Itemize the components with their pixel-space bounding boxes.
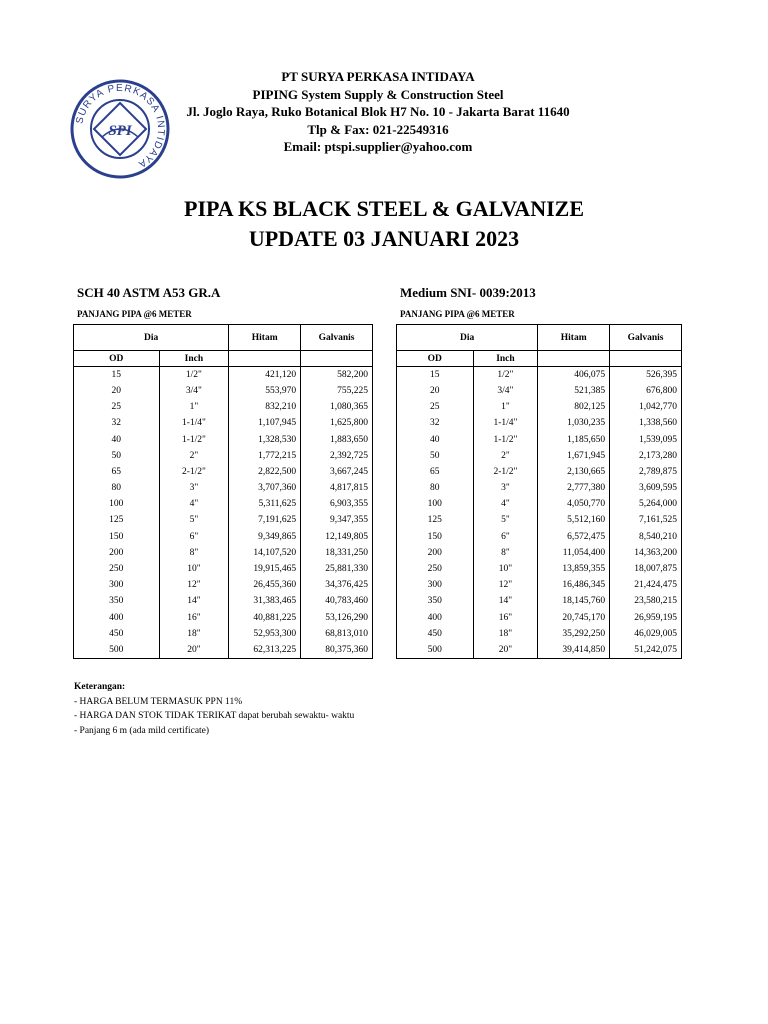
table-2-heading: Medium SNI- 0039:2013 — [400, 285, 536, 300]
company-logo — [68, 77, 172, 181]
cell-hitam: 9,349,865 — [229, 529, 301, 545]
cell-hitam: 39,414,850 — [538, 642, 610, 658]
cell-od: 25 — [397, 399, 474, 415]
col-header-blank — [538, 351, 610, 367]
cell-inch: 2" — [159, 448, 229, 464]
cell-galvanis: 1,080,365 — [301, 399, 373, 415]
cell-galvanis: 3,609,595 — [610, 480, 682, 496]
cell-inch: 1-1/4" — [473, 415, 538, 431]
cell-od: 50 — [74, 448, 160, 464]
cell-hitam: 7,191,625 — [229, 512, 301, 528]
col-header-blank — [229, 351, 301, 367]
table-row — [397, 480, 682, 496]
cell-hitam: 16,486,345 — [538, 577, 610, 593]
col-header-hitam: Hitam — [229, 325, 301, 351]
table-row — [397, 593, 682, 609]
cell-od: 15 — [74, 367, 160, 383]
cell-galvanis: 3,667,245 — [301, 464, 373, 480]
cell-od: 80 — [397, 480, 474, 496]
table-row — [397, 626, 682, 642]
table-row — [74, 561, 373, 577]
table-row — [74, 529, 373, 545]
cell-galvanis: 53,126,290 — [301, 610, 373, 626]
table-row — [397, 399, 682, 415]
cell-od: 400 — [397, 610, 474, 626]
cell-hitam: 62,313,225 — [229, 642, 301, 658]
cell-od: 450 — [74, 626, 160, 642]
cell-od: 125 — [74, 512, 160, 528]
cell-inch: 20" — [159, 642, 229, 658]
table-row — [74, 480, 373, 496]
cell-od: 300 — [74, 577, 160, 593]
cell-od: 40 — [397, 431, 474, 447]
table-row — [74, 399, 373, 415]
table-row — [74, 642, 373, 658]
col-header-dia: Dia — [74, 325, 229, 351]
cell-inch: 18" — [159, 626, 229, 642]
cell-inch: 3/4" — [159, 383, 229, 399]
cell-hitam: 406,075 — [538, 367, 610, 383]
table-row — [74, 593, 373, 609]
table-body — [397, 367, 682, 658]
cell-hitam: 1,671,945 — [538, 448, 610, 464]
cell-hitam: 1,185,650 — [538, 431, 610, 447]
table-row — [397, 448, 682, 464]
col-header-blank — [610, 351, 682, 367]
cell-inch: 5" — [159, 512, 229, 528]
cell-inch: 2-1/2" — [473, 464, 538, 480]
notes-heading: Keterangan: — [74, 682, 126, 692]
cell-galvanis: 676,800 — [610, 383, 682, 399]
cell-inch: 14" — [159, 593, 229, 609]
table-row — [397, 431, 682, 447]
cell-od: 150 — [397, 529, 474, 545]
cell-hitam: 11,054,400 — [538, 545, 610, 561]
cell-od: 80 — [74, 480, 160, 496]
cell-galvanis: 9,347,355 — [301, 512, 373, 528]
cell-hitam: 553,970 — [229, 383, 301, 399]
cell-hitam: 2,130,665 — [538, 464, 610, 480]
col-header-inch: Inch — [159, 351, 229, 367]
cell-od: 32 — [397, 415, 474, 431]
cell-hitam: 5,311,625 — [229, 496, 301, 512]
cell-od: 100 — [74, 496, 160, 512]
table-row — [397, 529, 682, 545]
cell-hitam: 421,120 — [229, 367, 301, 383]
cell-hitam: 1,030,235 — [538, 415, 610, 431]
cell-inch: 1/2" — [159, 367, 229, 383]
table-row — [397, 512, 682, 528]
cell-od: 350 — [74, 593, 160, 609]
cell-galvanis: 2,392,725 — [301, 448, 373, 464]
cell-galvanis: 1,042,770 — [610, 399, 682, 415]
cell-od: 300 — [397, 577, 474, 593]
cell-od: 450 — [397, 626, 474, 642]
cell-od: 500 — [397, 642, 474, 658]
cell-galvanis: 582,200 — [301, 367, 373, 383]
cell-hitam: 832,210 — [229, 399, 301, 415]
cell-od: 15 — [397, 367, 474, 383]
company-name: PT SURYA PERKASA INTIDAYA — [281, 69, 475, 84]
cell-inch: 2-1/2" — [159, 464, 229, 480]
table-row — [397, 545, 682, 561]
cell-inch: 5" — [473, 512, 538, 528]
company-address: Jl. Joglo Raya, Ruko Botanical Blok H7 No. 10 - Jakarta Barat 11640 — [186, 104, 570, 119]
cell-inch: 1" — [159, 399, 229, 415]
cell-inch: 18" — [473, 626, 538, 642]
cell-galvanis: 1,338,560 — [610, 415, 682, 431]
table-row — [397, 464, 682, 480]
cell-hitam: 20,745,170 — [538, 610, 610, 626]
cell-inch: 1" — [473, 399, 538, 415]
cell-galvanis: 25,881,330 — [301, 561, 373, 577]
cell-galvanis: 6,903,355 — [301, 496, 373, 512]
cell-galvanis: 2,789,875 — [610, 464, 682, 480]
cell-inch: 16" — [159, 610, 229, 626]
cell-galvanis: 34,376,425 — [301, 577, 373, 593]
cell-inch: 4" — [159, 496, 229, 512]
cell-hitam: 35,292,250 — [538, 626, 610, 642]
cell-galvanis: 18,007,875 — [610, 561, 682, 577]
cell-galvanis: 14,363,200 — [610, 545, 682, 561]
title-line-2: UPDATE 03 JANUARI 2023 — [248, 226, 520, 251]
cell-galvanis: 68,813,010 — [301, 626, 373, 642]
table-row — [74, 431, 373, 447]
table-row — [74, 448, 373, 464]
title-line-1: PIPA KS BLACK STEEL & GALVANIZE — [184, 196, 584, 221]
cell-hitam: 1,107,945 — [229, 415, 301, 431]
cell-od: 65 — [74, 464, 160, 480]
cell-od: 32 — [74, 415, 160, 431]
cell-hitam: 1,328,530 — [229, 431, 301, 447]
cell-inch: 1-1/4" — [159, 415, 229, 431]
table-row — [397, 561, 682, 577]
company-email: Email: ptspi.supplier@yahoo.com — [283, 139, 473, 154]
cell-galvanis: 2,173,280 — [610, 448, 682, 464]
logo-ring-text: SURYA PERKASA INTIDAYA — [74, 82, 167, 170]
table-row — [74, 464, 373, 480]
cell-galvanis: 1,625,800 — [301, 415, 373, 431]
cell-inch: 8" — [159, 545, 229, 561]
cell-hitam: 52,953,300 — [229, 626, 301, 642]
cell-inch: 12" — [473, 577, 538, 593]
cell-hitam: 31,383,465 — [229, 593, 301, 609]
company-phone: Tlp & Fax: 021-22549316 — [307, 121, 449, 137]
cell-galvanis: 8,540,210 — [610, 529, 682, 545]
cell-galvanis: 12,149,805 — [301, 529, 373, 545]
cell-galvanis: 40,783,460 — [301, 593, 373, 609]
table-body — [74, 367, 373, 658]
cell-od: 200 — [397, 545, 474, 561]
col-header-dia: Dia — [397, 325, 538, 351]
cell-galvanis: 46,029,005 — [610, 626, 682, 642]
price-table-sch40 — [73, 324, 373, 659]
cell-inch: 8" — [473, 545, 538, 561]
cell-od: 65 — [397, 464, 474, 480]
cell-hitam: 4,050,770 — [538, 496, 610, 512]
cell-inch: 4" — [473, 496, 538, 512]
table-2-subheading: PANJANG PIPA @6 METER — [400, 309, 515, 319]
cell-hitam: 13,859,355 — [538, 561, 610, 577]
cell-galvanis: 4,817,815 — [301, 480, 373, 496]
table-row — [74, 383, 373, 399]
note-item: - HARGA BELUM TERMASUK PPN 11% — [74, 696, 243, 707]
cell-inch: 1-1/2" — [473, 431, 538, 447]
cell-od: 250 — [397, 561, 474, 577]
cell-hitam: 2,822,500 — [229, 464, 301, 480]
document-title — [0, 194, 768, 254]
table-row — [74, 545, 373, 561]
table-row — [74, 577, 373, 593]
cell-inch: 1-1/2" — [159, 431, 229, 447]
table-row — [74, 512, 373, 528]
cell-od: 500 — [74, 642, 160, 658]
cell-galvanis: 26,959,195 — [610, 610, 682, 626]
col-header-hitam: Hitam — [538, 325, 610, 351]
table-1-heading: SCH 40 ASTM A53 GR.A — [77, 285, 221, 300]
cell-inch: 20" — [473, 642, 538, 658]
cell-inch: 10" — [473, 561, 538, 577]
cell-hitam: 19,915,465 — [229, 561, 301, 577]
note-item: - Panjang 6 m (ada mild certificate) — [74, 725, 210, 736]
cell-od: 100 — [397, 496, 474, 512]
logo-center-text: SPI — [108, 123, 132, 139]
cell-inch: 12" — [159, 577, 229, 593]
cell-od: 50 — [397, 448, 474, 464]
col-header-blank — [301, 351, 373, 367]
cell-inch: 6" — [473, 529, 538, 545]
table-row — [74, 626, 373, 642]
cell-od: 150 — [74, 529, 160, 545]
cell-hitam: 18,145,760 — [538, 593, 610, 609]
cell-hitam: 3,707,360 — [229, 480, 301, 496]
cell-inch: 3" — [159, 480, 229, 496]
cell-inch: 16" — [473, 610, 538, 626]
table-row — [397, 496, 682, 512]
cell-galvanis: 51,242,075 — [610, 642, 682, 658]
cell-inch: 3/4" — [473, 383, 538, 399]
cell-hitam: 1,772,215 — [229, 448, 301, 464]
table-row — [74, 610, 373, 626]
cell-galvanis: 1,883,650 — [301, 431, 373, 447]
company-header — [160, 68, 596, 156]
cell-galvanis: 80,375,360 — [301, 642, 373, 658]
note-item: - HARGA DAN STOK TIDAK TERIKAT dapat berubah sewaktu- waktu — [74, 711, 355, 721]
cell-hitam: 26,455,360 — [229, 577, 301, 593]
table-row — [397, 610, 682, 626]
cell-galvanis: 23,580,215 — [610, 593, 682, 609]
cell-inch: 14" — [473, 593, 538, 609]
cell-hitam: 6,572,475 — [538, 529, 610, 545]
cell-galvanis: 1,539,095 — [610, 431, 682, 447]
cell-galvanis: 526,395 — [610, 367, 682, 383]
table-row — [397, 415, 682, 431]
cell-hitam: 521,385 — [538, 383, 610, 399]
col-header-od: OD — [397, 351, 474, 367]
company-tagline: PIPING System Supply & Construction Steel — [252, 86, 504, 102]
cell-hitam: 5,512,160 — [538, 512, 610, 528]
cell-hitam: 2,777,380 — [538, 480, 610, 496]
price-table-medium-sni — [396, 324, 682, 659]
table-row — [397, 642, 682, 658]
table-row — [397, 577, 682, 593]
cell-inch: 6" — [159, 529, 229, 545]
cell-inch: 3" — [473, 480, 538, 496]
cell-od: 20 — [397, 383, 474, 399]
table-row — [397, 383, 682, 399]
cell-hitam: 802,125 — [538, 399, 610, 415]
cell-hitam: 40,881,225 — [229, 610, 301, 626]
cell-od: 40 — [74, 431, 160, 447]
cell-galvanis: 5,264,000 — [610, 496, 682, 512]
cell-galvanis: 18,331,250 — [301, 545, 373, 561]
cell-od: 125 — [397, 512, 474, 528]
col-header-inch: Inch — [473, 351, 538, 367]
cell-od: 400 — [74, 610, 160, 626]
cell-galvanis: 7,161,525 — [610, 512, 682, 528]
col-header-od: OD — [74, 351, 160, 367]
cell-od: 250 — [74, 561, 160, 577]
cell-od: 20 — [74, 383, 160, 399]
cell-od: 200 — [74, 545, 160, 561]
table-row — [74, 496, 373, 512]
table-1-subheading: PANJANG PIPA @6 METER — [77, 309, 192, 319]
cell-galvanis: 755,225 — [301, 383, 373, 399]
cell-inch: 1/2" — [473, 367, 538, 383]
cell-inch: 10" — [159, 561, 229, 577]
cell-od: 25 — [74, 399, 160, 415]
notes-section — [74, 680, 354, 738]
cell-hitam: 14,107,520 — [229, 545, 301, 561]
table-row — [74, 415, 373, 431]
cell-inch: 2" — [473, 448, 538, 464]
cell-galvanis: 21,424,475 — [610, 577, 682, 593]
table-row — [74, 367, 373, 383]
col-header-galvanis: Galvanis — [610, 325, 682, 351]
col-header-galvanis: Galvanis — [301, 325, 373, 351]
cell-od: 350 — [397, 593, 474, 609]
table-row — [397, 367, 682, 383]
